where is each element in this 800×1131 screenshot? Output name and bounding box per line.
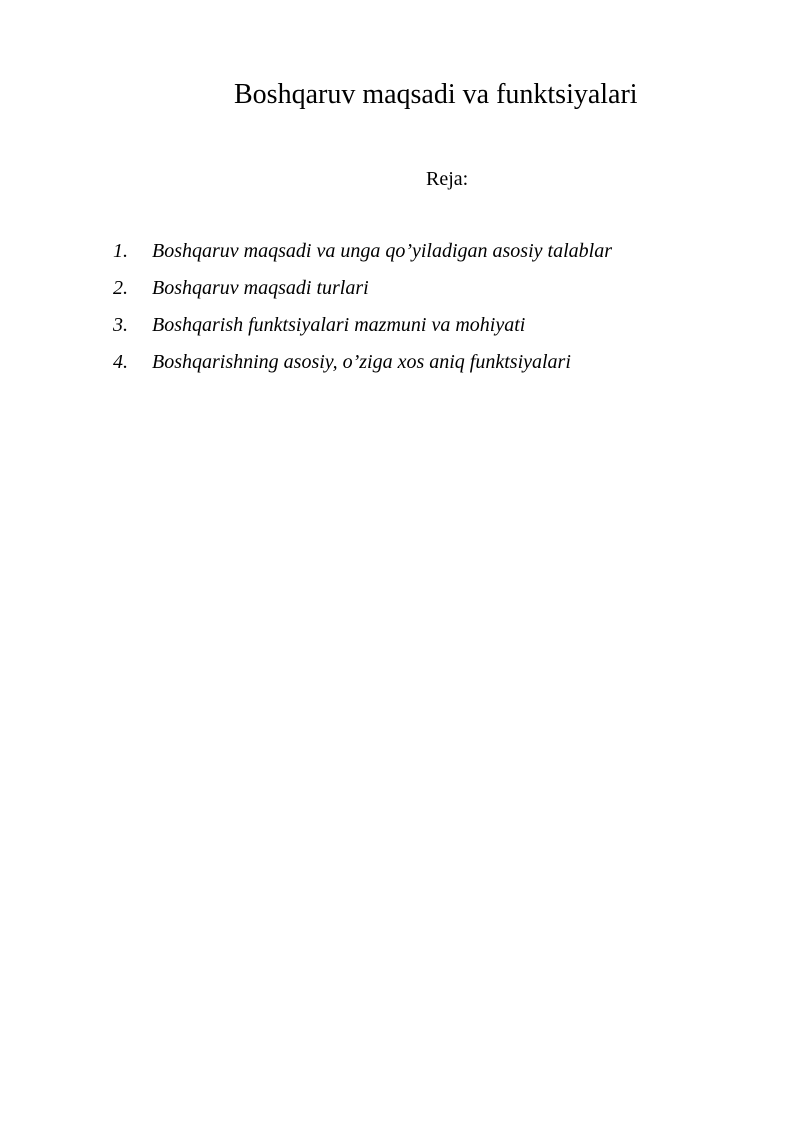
document-title: Boshqaruv maqsadi va funktsiyalari <box>234 79 638 110</box>
plan-item <box>113 239 612 276</box>
plan-item <box>113 350 612 387</box>
plan-heading: Reja: <box>426 168 469 190</box>
plan-item <box>113 276 612 313</box>
plan-item-text: Boshqaruv maqsadi turlari <box>152 277 369 299</box>
plan-item-text: Boshqaruv maqsadi va unga qo’yiladigan asosiy talablar <box>152 240 612 262</box>
plan-item <box>113 313 612 350</box>
plan-item-number: 1. <box>113 240 128 262</box>
plan-item-number: 2. <box>113 277 128 299</box>
plan-list <box>113 239 612 387</box>
plan-item-text: Boshqarish funktsiyalari mazmuni va mohiyati <box>152 314 526 336</box>
plan-item-number: 4. <box>113 351 128 373</box>
plan-item-number: 3. <box>113 314 128 336</box>
plan-item-text: Boshqarishning asosiy, o’ziga xos aniq funktsiyalari <box>152 351 571 373</box>
